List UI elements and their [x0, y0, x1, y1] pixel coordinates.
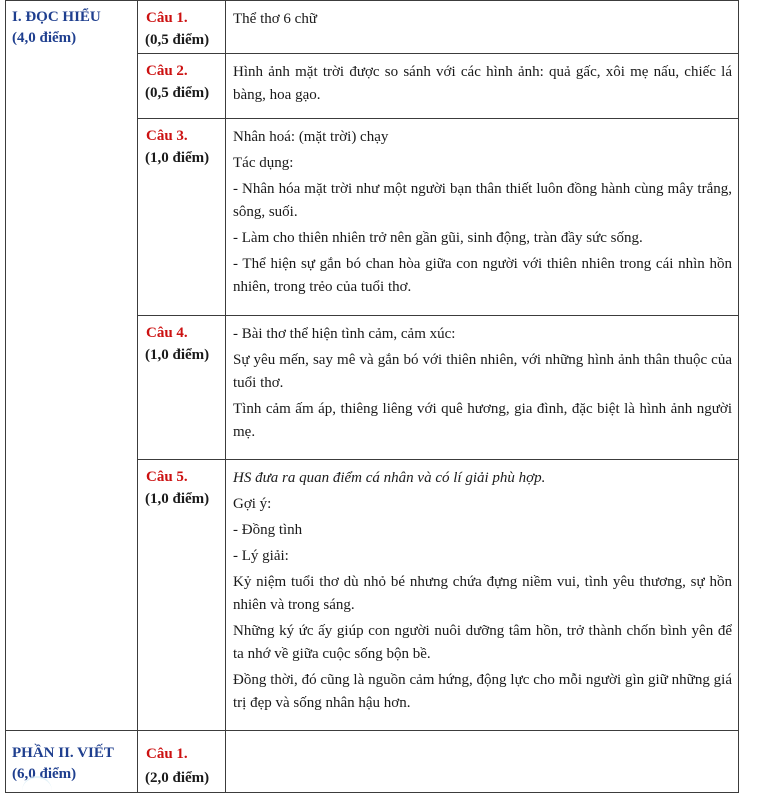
- question-label: Câu 5.: [146, 469, 188, 485]
- answer-line: - Làm cho thiên nhiên trở nên gần gũi, sinh động, tràn đầy sức sống.: [233, 230, 643, 246]
- answer-cell: [226, 54, 739, 119]
- answer-line: Kỷ niệm tuổi thơ dù nhỏ bé nhưng chứa đựng niềm vui, tình yêu thương, sự hồn nhiên và trong sáng.: [233, 574, 732, 613]
- answer-line: Nhân hoá: (mặt trời) chạy: [233, 129, 389, 145]
- question-score: (1,0 điểm): [145, 347, 210, 363]
- answer-line: - Thể hiện sự gắn bó chan hòa giữa con người với thiên nhiên trong cái nhìn hồn nhiên, trong trẻo của tuổi thơ.: [233, 256, 732, 295]
- question-label: Câu 4.: [146, 325, 188, 341]
- answer-line: - Lý giải:: [233, 548, 289, 564]
- question-score: (0,5 điểm): [145, 32, 210, 48]
- question-cell: [138, 460, 226, 731]
- answer-line: Gợi ý:: [233, 496, 272, 512]
- question-cell: [138, 316, 226, 460]
- answer-line: Hình ảnh mặt trời được so sánh với các hình ảnh: quả gấc, xôi mẹ nấu, chiếc lá bàng, hoa gạo.: [233, 64, 732, 103]
- table-row: [6, 731, 739, 793]
- answer-line: Tình cảm ấm áp, thiêng liêng với quê hương, gia đình, đặc biệt là hình ảnh người mẹ.: [233, 401, 732, 440]
- question-label: Câu 2.: [146, 63, 188, 79]
- question-score: (1,0 điểm): [145, 491, 210, 507]
- answer-cell: [226, 119, 739, 316]
- answer-line: - Nhân hóa mặt trời như một người bạn thân thiết luôn đồng hành cùng mây trắng, sông, suối.: [233, 181, 732, 220]
- answer-line: - Đồng tình: [233, 522, 303, 538]
- answer-cell: [226, 731, 739, 793]
- section-cell: [6, 1, 138, 731]
- answer-line: - Bài thơ thể hiện tình cảm, cảm xúc:: [233, 326, 456, 342]
- answer-line: Thể thơ 6 chữ: [233, 11, 317, 27]
- answer-line: Tác dụng:: [233, 155, 294, 171]
- answer-line: Đồng thời, đó cũng là nguồn cảm hứng, động lực cho mỗi người gìn giữ những giá trị đẹp và sống nhân hậu hơn.: [233, 672, 732, 711]
- section-score: (6,0 điểm): [12, 766, 77, 782]
- question-label: Câu 3.: [146, 128, 188, 144]
- answer-intro: HS đưa ra quan điểm cá nhân và có lí giải phù hợp.: [233, 470, 546, 486]
- section-title: PHẦN II. VIẾT: [12, 745, 114, 761]
- question-cell: [138, 731, 226, 793]
- section-score: (4,0 điểm): [12, 30, 77, 46]
- answer-cell: [226, 1, 739, 54]
- question-cell: [138, 54, 226, 119]
- question-score: (1,0 điểm): [145, 150, 210, 166]
- question-cell: [138, 1, 226, 54]
- section-title: I. ĐỌC HIỂU: [12, 9, 101, 25]
- answer-line: Những ký ức ấy giúp con người nuôi dưỡng tâm hồn, trở thành chốn bình yên để ta nhớ về giữa cuộc sống bộn bề.: [233, 623, 732, 662]
- question-score: (0,5 điểm): [145, 85, 210, 101]
- question-label: Câu 1.: [146, 10, 188, 26]
- answer-cell: [226, 460, 739, 731]
- question-score: (2,0 điểm): [145, 770, 210, 786]
- question-label: Câu 1.: [146, 746, 188, 762]
- answer-cell: [226, 316, 739, 460]
- answer-key-table: [5, 0, 739, 793]
- question-cell: [138, 119, 226, 316]
- answer-line: Sự yêu mến, say mê và gắn bó với thiên nhiên, với những hình ảnh thân thuộc của tuổi thơ.: [233, 352, 732, 391]
- table-row: [6, 1, 739, 54]
